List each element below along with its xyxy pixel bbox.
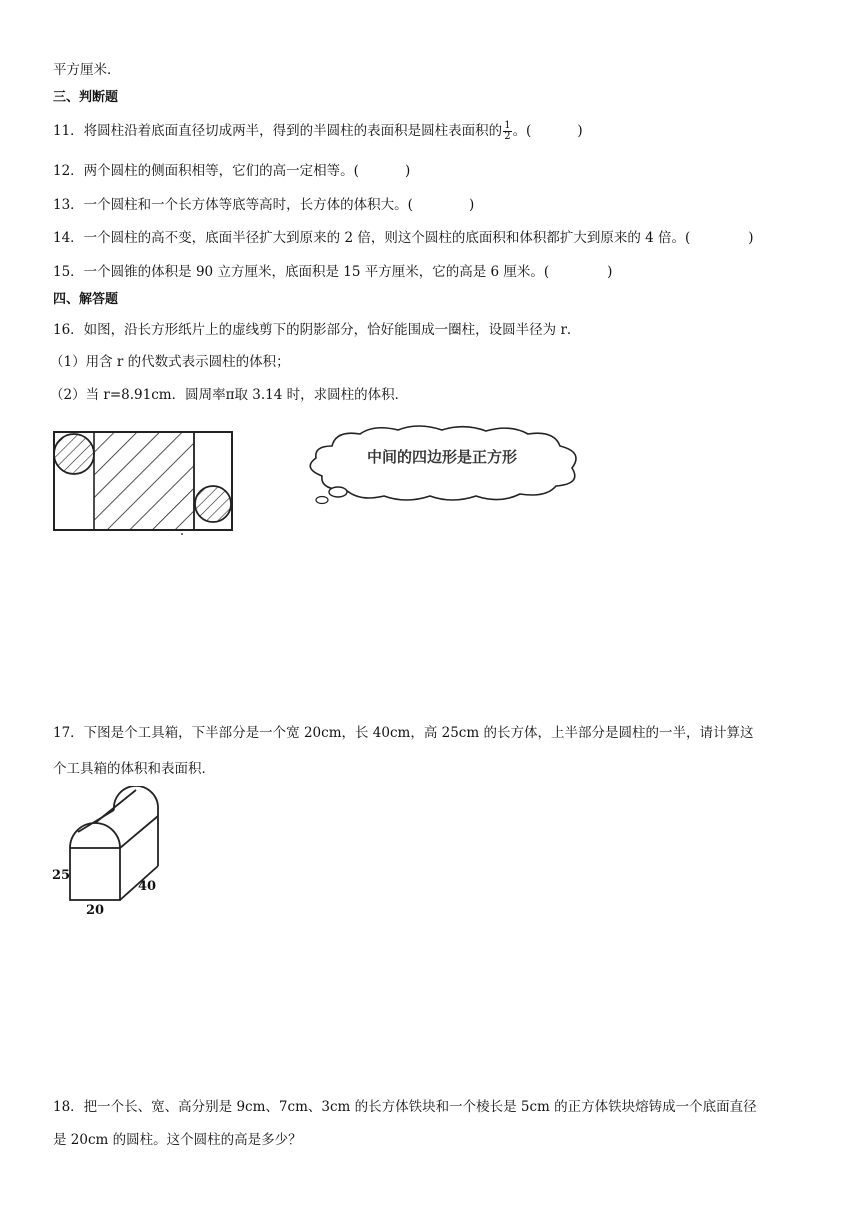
question-11-close-paren: ) [577, 123, 583, 139]
fraction-numerator: 1 [504, 120, 511, 131]
thought-cloud [302, 424, 588, 510]
dot-mark [181, 533, 183, 535]
cloud-bubble-small [316, 497, 328, 504]
question-11-open-paren: 。( [512, 123, 532, 139]
back-arc [114, 786, 158, 810]
top-left-circle [54, 434, 94, 474]
section-heading-judgement: 三、判断题 [53, 90, 119, 105]
question-13-text: 13．一个圆柱和一个长方体等底等高时，长方体的体积大。( [53, 197, 413, 213]
fraction-one-half [503, 121, 511, 142]
paper-cutting-diagram [50, 428, 236, 536]
front-face [70, 848, 120, 900]
question-16-part-2: （2）当 r=8.91cm．圆周率π取 3.14 时，求圆柱的体积． [50, 387, 409, 403]
question-12 [53, 161, 410, 181]
top-left-edge [78, 810, 114, 832]
question-11-text: 11．将圆柱沿着底面直径切成两半，得到的半圆柱的表面积是圆柱表面积的 [53, 123, 503, 139]
question-16-text: 16．如图，沿长方形纸片上的虚线剪下的阴影部分，恰好能围成一圈柱，设圆半径为 r． [53, 322, 581, 338]
width-label: 20 [86, 903, 105, 918]
question-13 [53, 195, 474, 215]
length-label: 40 [138, 879, 157, 894]
continuation-text: 平方厘米． [53, 62, 121, 78]
hatched-square [94, 432, 194, 530]
front-arc [70, 823, 120, 848]
question-13-close-paren: ) [468, 197, 475, 213]
question-14-text: 14．一个圆柱的高不变，底面半径扩大到原来的 2 倍，则这个圆柱的底面积和体积都扩大到原来的 4 倍。( [53, 230, 691, 246]
question-15-text: 15．一个圆锥的体积是 90 立方厘米，底面积是 15 平方厘米，它的高是 6 厘米。( [53, 264, 550, 280]
toolbox-diagram [50, 786, 170, 918]
cloud-bubble-large [329, 487, 347, 497]
question-15 [53, 262, 612, 282]
question-18-line-1: 18．把一个长、宽、高分别是 9cm、7cm、3cm 的长方体铁块和一个棱长是 5cm 的正方体铁块熔铸成一个底面直径 [53, 1099, 757, 1115]
cloud-caption: 中间的四边形是正方形 [366, 448, 518, 466]
side-top-edge [120, 816, 158, 848]
question-18-line-2: 是 20cm 的圆柱。这个圆柱的高是多少？ [53, 1132, 302, 1148]
height-label: 25 [52, 868, 71, 883]
question-11 [53, 121, 583, 142]
fraction-denominator: 2 [504, 131, 511, 142]
question-12-text: 12．两个圆柱的侧面积相等，它们的高一定相等。( [53, 163, 359, 179]
question-17-line-2: 个工具箱的体积和表面积． [53, 761, 215, 777]
section-heading-solutions: 四、解答题 [53, 292, 119, 307]
question-14-close-paren: ) [748, 230, 754, 246]
question-17-line-1: 17．下图是个工具箱，下半部分是一个宽 20cm，长 40cm，高 25cm 的长方体，上半部分是圆柱的一半，请计算这 [53, 725, 754, 741]
question-14 [53, 228, 754, 248]
question-12-close-paren: ) [404, 163, 411, 179]
bottom-right-circle [195, 486, 231, 522]
question-15-close-paren: ) [607, 264, 613, 280]
question-16-part-1: （1）用含 r 的代数式表示圆柱的体积； [50, 354, 290, 370]
